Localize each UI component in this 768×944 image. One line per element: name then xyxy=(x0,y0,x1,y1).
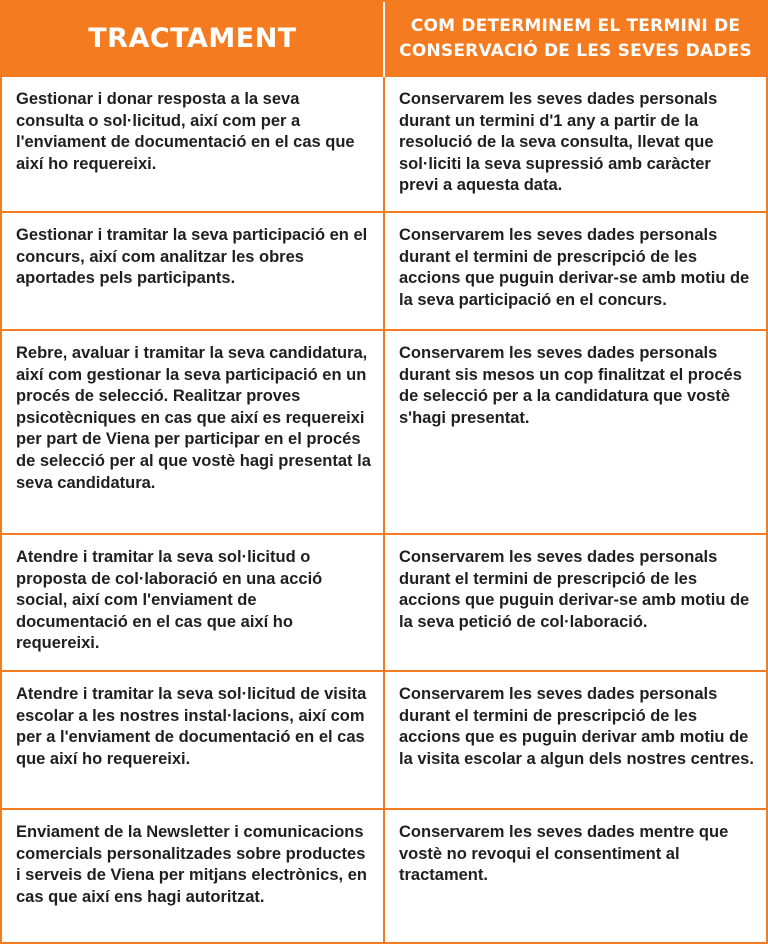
table-row xyxy=(2,671,766,809)
header-treatment: TRACTAMENT xyxy=(2,2,384,76)
treatment-cell: Atendre i tramitar la seva sol·licitud de visita escolar a les nostres instal·lacions, així com per a l'enviament de documentació en el cas que així ho requereixi. xyxy=(2,671,384,809)
data-retention-table xyxy=(2,2,766,944)
table-row xyxy=(2,330,766,534)
retention-cell: Conservarem les seves dades personals durant el termini de prescripció de les accions que puguin derivar-se amb motiu de la seva participació en el concurs. xyxy=(384,212,766,330)
table-row xyxy=(2,534,766,671)
retention-cell: Conservarem les seves dades personals durant el termini de prescripció de les accions que puguin derivar-se amb motiu de la seva petició de col·laboració. xyxy=(384,534,766,671)
treatment-cell: Enviament de la Newsletter i comunicacions comercials personalitzades sobre productes i serveis de Viena per mitjans electrònics, en cas que així ens hagi autoritzat. xyxy=(2,809,384,944)
retention-cell: Conservarem les seves dades personals durant el termini de prescripció de les accions que es puguin derivar amb motiu de la visita escolar a algun dels nostres centres. xyxy=(384,671,766,809)
retention-cell: Conservarem les seves dades personals durant sis mesos un cop finalitzat el procés de selecció per a la candidatura que vostè s'hagi presentat. xyxy=(384,330,766,534)
treatment-cell: Rebre, avaluar i tramitar la seva candidatura, així com gestionar la seva participació en un procés de selecció. Realitzar proves psicotècniques en cas que així es requereixi per part de Viena per participar en el procés de selecció per al que vostè hagi presentat la seva candidatura. xyxy=(2,330,384,534)
table-header xyxy=(2,2,766,76)
treatment-cell: Gestionar i tramitar la seva participació en el concurs, així com analitzar les obres aportades pels participants. xyxy=(2,212,384,330)
retention-cell: Conservarem les seves dades personals durant un termini d'1 any a partir de la resolució de la seva consulta, llevat que sol·liciti la seva supressió amb caràcter previ a aquesta data. xyxy=(384,76,766,212)
retention-cell: Conservarem les seves dades mentre que vostè no revoqui el consentiment al tractament. xyxy=(384,809,766,944)
table-row xyxy=(2,212,766,330)
header-row xyxy=(2,2,766,76)
table-body xyxy=(2,76,766,944)
header-retention-period: COM DETERMINEM EL TERMINI DE CONSERVACIÓ DE LES SEVES DADES xyxy=(384,2,766,76)
table-row xyxy=(2,809,766,944)
treatment-cell: Gestionar i donar resposta a la seva consulta o sol·licitud, així com per a l'enviament de documentació en el cas que així ho requereixi. xyxy=(2,76,384,212)
treatment-cell: Atendre i tramitar la seva sol·licitud o proposta de col·laboració en una acció social, així com l'enviament de documentació en el cas que així ho requereixi. xyxy=(2,534,384,671)
table-row xyxy=(2,76,766,212)
